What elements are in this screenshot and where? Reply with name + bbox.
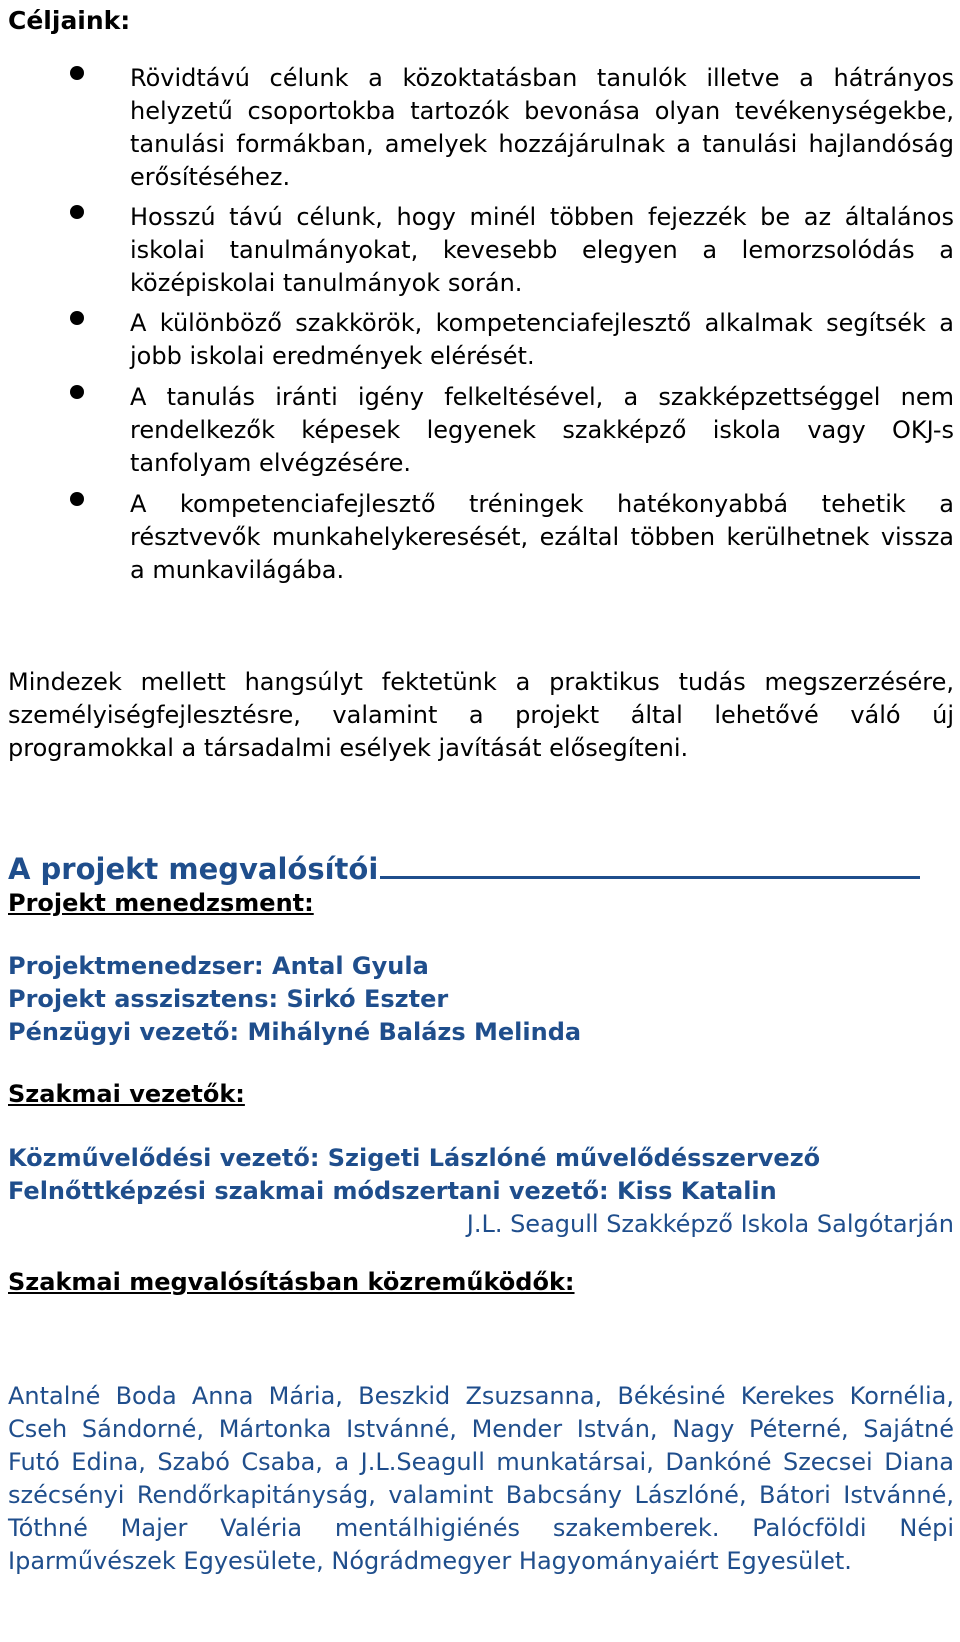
goals-list: [8, 62, 954, 601]
bullet-icon: [70, 66, 84, 80]
goals-heading: Céljaink:: [8, 6, 131, 35]
institution-name: J.L. Seagull Szakképző Iskola Salgótarján: [466, 1210, 954, 1238]
goal-text: Rövidtávú célunk a közoktatásban tanulók illetve a hátrányos helyzetű csoportokba tartozók bevonása olyan tevékenységekbe, tanulási formákban, amelyek hozzájárulnak a tanulási hajlandóság erősítéséhez.: [130, 64, 954, 191]
project-assistant: Projekt asszisztens: Sirkó Eszter: [8, 985, 449, 1013]
contributors-text: Antalné Boda Anna Mária, Beszkid Zsuzsanna, Békésiné Kerekes Kornélia, Cseh Sándorné, Mártonka Istvánné, Mender István, Nagy Péterné, Sajátné Futó Edina, Szabó Csaba, a J.L.Seagull munkatársai, Dankóné Szecsei Diana szécsényi Rendőrkapitányság, valamint Babcsány Lászlóné, Bátori Istvánné, Tóthné Majer Valéria mentálhigiénés szakemberek. Palócföldi Népi Iparművészek Egyesülete, Nógrádmegyer Hagyományaiért Egyesület.: [8, 1382, 954, 1575]
management-heading: Projekt menedzsment:: [8, 889, 314, 917]
bullet-icon: [70, 205, 84, 219]
list-item: [8, 381, 954, 480]
culture-manager: Közművelődési vezető: Szigeti Lászlóné művelődésszervező: [8, 1144, 821, 1172]
implementers-title: [8, 852, 920, 886]
goal-text: Hosszú távú célunk, hogy minél többen fejezzék be az általános iskolai tanulmányokat, kevesebb elegyen a lemorzsolódás a középiskolai tanulmányok során.: [130, 203, 954, 297]
goals-summary: Mindezek mellett hangsúlyt fektetünk a praktikus tudás megszerzésére, személyiségfejlesztésre, valamint a projekt által lehetővé váló új programokkal a társadalmi esélyek javítását elősegíteni.: [8, 668, 954, 762]
professional-heading: Szakmai vezetők:: [8, 1080, 245, 1108]
goal-text: A különböző szakkörök, kompetenciafejlesztő alkalmak segítsék a jobb iskolai eredmények elérését.: [130, 309, 954, 370]
goal-text: A kompetenciafejlesztő tréningek hatékonyabbá tehetik a résztvevők munkahelykeresését, ezáltal többen kerülhetnek vissza a munkavilágába.: [130, 490, 954, 584]
finance-manager: Pénzügyi vezető: Mihályné Balázs Melinda: [8, 1018, 582, 1046]
list-item: [8, 307, 954, 373]
goal-text: A tanulás iránti igény felkeltésével, a szakképzettséggel nem rendelkezők képesek legyenek szakképző iskola vagy OKJ-s tanfolyam elvégzésére.: [130, 383, 954, 477]
implementers-title-text: A projekt megvalósítói: [8, 852, 379, 886]
management-list: [8, 950, 954, 1049]
professional-list: [8, 1142, 954, 1241]
bullet-icon: [70, 311, 84, 325]
list-item: [8, 488, 954, 587]
title-underline: [380, 852, 920, 879]
project-manager: Projektmenedzser: Antal Gyula: [8, 952, 429, 980]
adult-education-manager: Felnőttképzési szakmai módszertani vezető: Kiss Katalin: [8, 1177, 777, 1205]
bullet-icon: [70, 385, 84, 399]
bullet-icon: [70, 492, 84, 506]
list-item: [8, 201, 954, 300]
contributors-heading: Szakmai megvalósításban közreműködők:: [8, 1268, 575, 1296]
list-item: [8, 62, 954, 194]
